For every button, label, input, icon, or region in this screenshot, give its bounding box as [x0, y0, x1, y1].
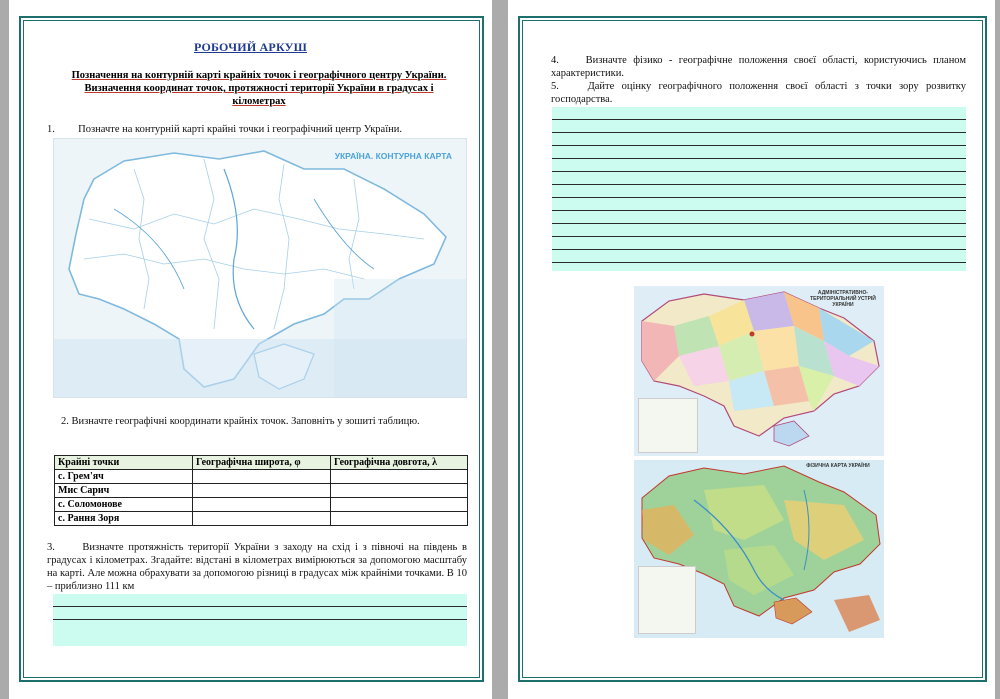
table-header: Крайні точки	[55, 456, 193, 470]
task-5-number: 5.	[551, 81, 559, 92]
right-page	[508, 0, 995, 699]
table-row	[55, 512, 468, 526]
answer-line	[53, 606, 467, 607]
answer-line	[552, 262, 966, 263]
administrative-map	[634, 286, 884, 456]
table-cell[interactable]	[193, 484, 331, 498]
table-cell[interactable]	[331, 484, 468, 498]
table-cell[interactable]	[193, 470, 331, 484]
answer-line	[552, 158, 966, 159]
administrative-map-title: АДМІНІСТРАТИВНО-ТЕРИТОРІАЛЬНИЙ УСТРІЙ УКРАЇНИ	[810, 290, 876, 308]
table-row	[55, 484, 468, 498]
table-cell: с. Рання Зоря	[55, 512, 193, 526]
table-cell[interactable]	[331, 470, 468, 484]
answer-line	[53, 619, 467, 620]
table-header-row	[55, 456, 468, 470]
table-header: Географічна довгота, λ	[331, 456, 468, 470]
task-2-number: 2.	[61, 416, 69, 427]
administrative-map-legend	[638, 398, 698, 453]
table-row	[55, 498, 468, 512]
table-row	[55, 470, 468, 484]
physical-map-title: ФІЗИЧНА КАРТА УКРАЇНИ	[806, 463, 870, 469]
table-cell: с. Соломонове	[55, 498, 193, 512]
left-page	[9, 0, 492, 699]
table-cell: Мис Сарич	[55, 484, 193, 498]
task-4-text: Визначте фізико - географічне положення своєї області, користуючись планом характеристики.	[551, 55, 967, 79]
table-header: Географічна широта, φ	[193, 456, 331, 470]
answer-area-task-3[interactable]	[53, 594, 467, 646]
task-3	[47, 541, 467, 593]
task-2	[61, 415, 431, 428]
table-cell[interactable]	[193, 512, 331, 526]
answer-line	[552, 197, 966, 198]
answer-line	[552, 223, 966, 224]
task-5-text: Дайте оцінку географічного положення своєї області з точки зору розвитку господарства.	[551, 81, 967, 105]
contour-map-label: УКРАЇНА. КОНТУРНА КАРТА	[334, 151, 452, 161]
answer-line	[552, 210, 966, 211]
physical-map-legend	[638, 566, 696, 634]
answer-line	[552, 236, 966, 237]
table-cell[interactable]	[331, 498, 468, 512]
task-3-text: Визначте протяжність території України з заходу на схід і з півночі на південь в градусах і кілометрах. Згадайте: відстані в кілометрах вимірюються за допомогою масштабу на карті. Але можна обрахувати за допомогою різниці в градусах між крайніми точками. В 10 – приблизно 111 км	[47, 542, 467, 592]
worksheet-subtitle: Позначення на контурній карті крайніх точок і географічного центру України. Визначення координат точок, протяжності території України в градусах і кілометрах	[71, 70, 447, 107]
contour-map	[53, 138, 467, 398]
task-3-number: 3.	[47, 542, 55, 553]
answer-line	[552, 249, 966, 250]
coordinates-table	[54, 455, 468, 526]
answer-line	[552, 171, 966, 172]
answer-area-task-4-5[interactable]	[552, 107, 966, 271]
table-cell: с. Грем'яч	[55, 470, 193, 484]
table-cell[interactable]	[193, 498, 331, 512]
table-cell[interactable]	[331, 512, 468, 526]
task-4-number: 4.	[551, 55, 559, 66]
task-2-text: Визначте географічні координати крайніх точок. Заповніть у зошиті таблицю.	[71, 416, 420, 427]
answer-line	[552, 145, 966, 146]
task-1-text: Позначте на контурній карті крайні точки і географічний центр України.	[78, 124, 402, 135]
task-1-number: 1.	[47, 124, 55, 135]
answer-line	[552, 184, 966, 185]
contour-map-drawing	[54, 139, 467, 398]
worksheet-title: РОБОЧИЙ АРКУШ	[194, 40, 307, 54]
task-4	[551, 54, 966, 80]
physical-map	[634, 460, 884, 638]
task-5	[551, 80, 966, 106]
answer-line	[552, 119, 966, 120]
task-1	[47, 123, 467, 136]
answer-line	[552, 132, 966, 133]
